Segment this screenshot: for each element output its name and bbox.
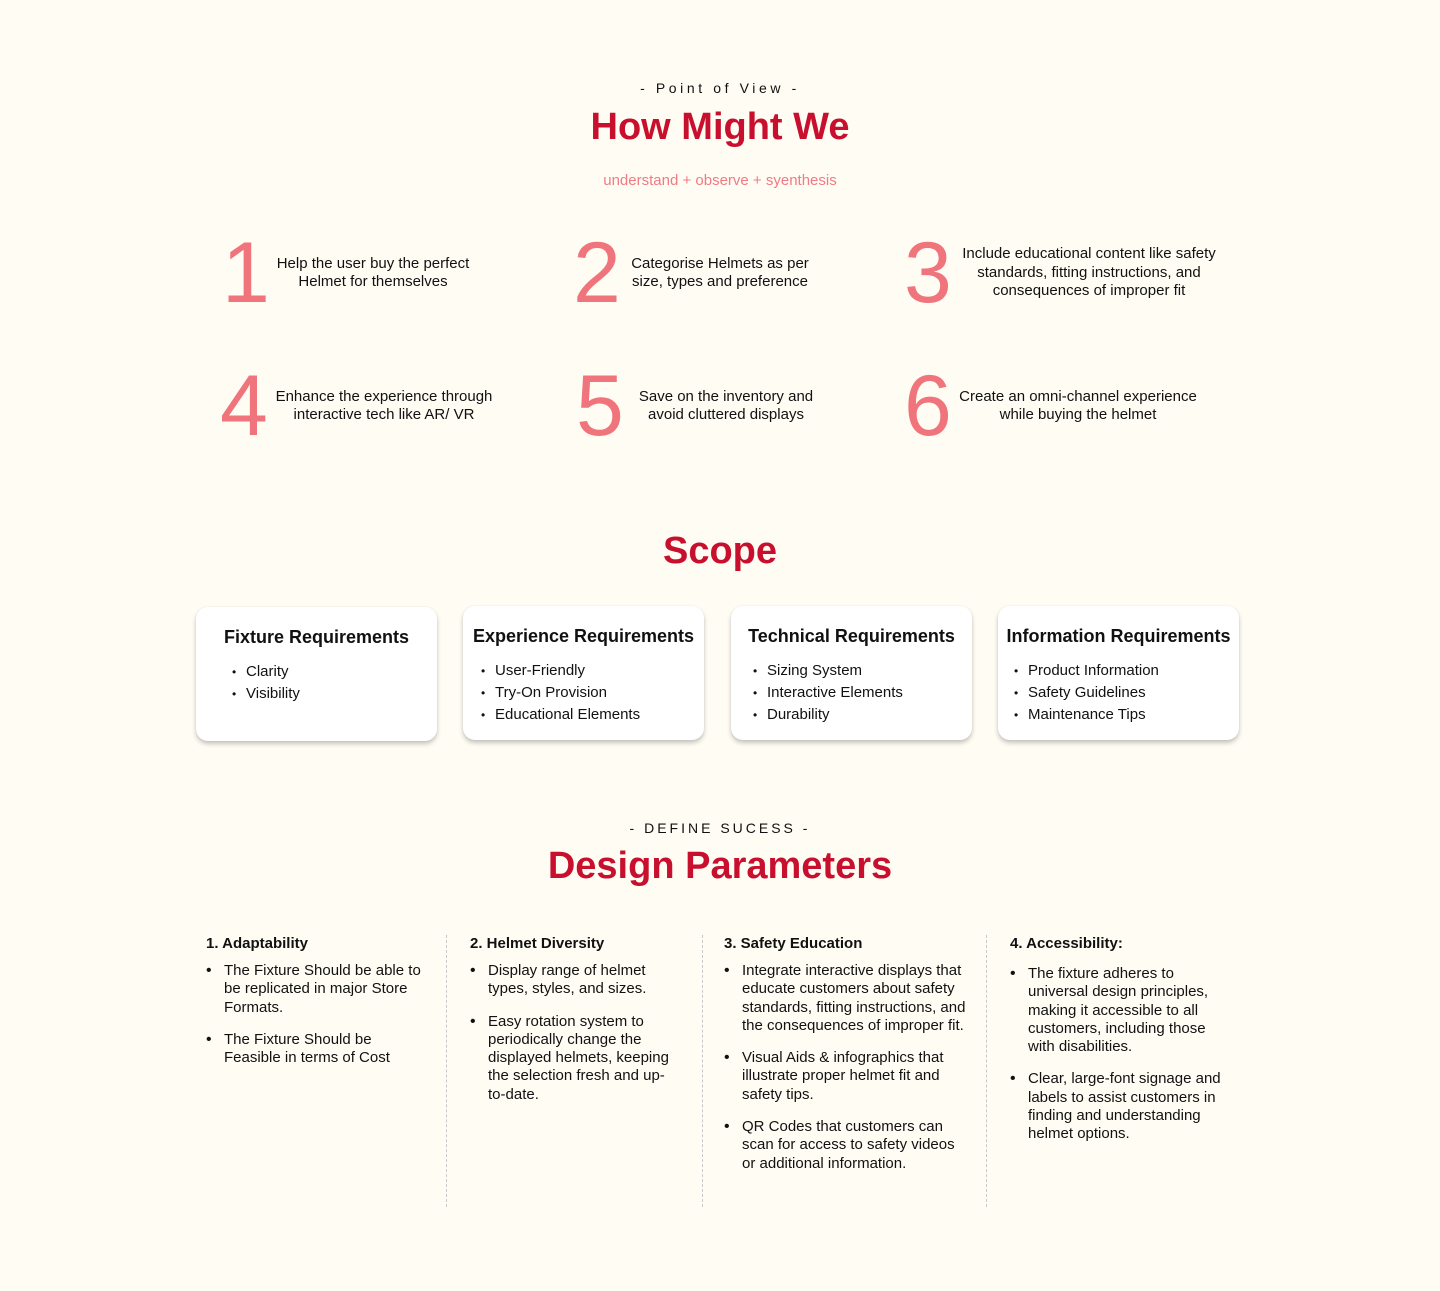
design-parameters-title: Design Parameters [547, 845, 893, 887]
param-adaptability [206, 935, 428, 1081]
card-title: Fixture Requirements [223, 627, 410, 647]
param-helmet-diversity [470, 935, 680, 1118]
param-heading: 1. Adaptability [206, 935, 308, 952]
hmw-text: Save on the inventory and avoid cluttered displays [638, 387, 814, 423]
hmw-item-5 [576, 358, 876, 454]
param-list [724, 962, 972, 1173]
param-list-item: • QR Codes that customers can scan for access to safety videos or additional information. [724, 1118, 972, 1173]
param-list-item: • The Fixture Should be Feasible in terms of Cost [206, 1031, 428, 1068]
card-list-item: • Sizing System [753, 660, 903, 682]
page-title: How Might We [590, 106, 850, 148]
scope-card-experience [463, 606, 704, 740]
hmw-item-4 [220, 358, 520, 454]
scope-card-information [998, 606, 1239, 740]
hmw-number: 2 [573, 225, 621, 321]
card-list-item: • Clarity [232, 661, 300, 683]
param-heading: 2. Helmet Diversity [470, 935, 605, 952]
card-list-item: • User-Friendly [481, 660, 640, 682]
card-list [1014, 660, 1159, 726]
hmw-item-6 [904, 358, 1244, 454]
hmw-item-2 [573, 225, 873, 321]
hmw-number: 3 [904, 225, 952, 321]
card-list-item: • Durability [753, 704, 903, 726]
hmw-number: 5 [576, 358, 624, 454]
column-divider [702, 935, 703, 1207]
hmw-item-3 [904, 225, 1244, 321]
card-list-item: • Product Information [1014, 660, 1159, 682]
param-heading: 4. Accessibility: [1010, 935, 1123, 952]
param-list-item: • Easy rotation system to periodically change the displayed helmets, keeping the selection fresh and up-to-date. [470, 1013, 680, 1104]
param-list [1010, 965, 1232, 1144]
card-list-item: • Educational Elements [481, 704, 640, 726]
hmw-text: Help the user buy the perfect Helmet for themselves [276, 254, 470, 290]
card-list-item: • Visibility [232, 683, 300, 705]
card-list-item: • Safety Guidelines [1014, 682, 1159, 704]
card-list [753, 660, 903, 726]
hmw-text: Categorise Helmets as per size, types and preference [631, 254, 809, 290]
hmw-item-1 [222, 225, 522, 321]
param-list-item: • The Fixture Should be able to be replicated in major Store Formats. [206, 962, 428, 1017]
card-list-item: • Try-On Provision [481, 682, 640, 704]
hmw-text: Enhance the experience through interactive tech like AR/ VR [275, 387, 493, 423]
param-accessibility [1010, 935, 1232, 1158]
card-list [232, 661, 300, 705]
pov-eyebrow: - Point of View - [640, 80, 800, 96]
scope-card-technical [731, 606, 972, 740]
param-safety-education [724, 935, 972, 1187]
param-list-item: • Display range of helmet types, styles, and sizes. [470, 962, 680, 999]
param-list [470, 962, 680, 1104]
hmw-text: Create an omni-channel experience while buying the helmet [959, 387, 1197, 423]
param-list-item: • Visual Aids & infographics that illustrate proper helmet fit and safety tips. [724, 1049, 972, 1104]
hmw-number: 1 [222, 225, 270, 321]
card-list-item: • Interactive Elements [753, 682, 903, 704]
card-title: Technical Requirements [748, 626, 955, 646]
column-divider [986, 935, 987, 1207]
column-divider [446, 935, 447, 1207]
scope-card-fixture [196, 607, 437, 741]
define-success-eyebrow: - DEFINE SUCESS - [629, 820, 811, 836]
card-list [481, 660, 640, 726]
hmw-number: 6 [904, 358, 952, 454]
param-list [206, 962, 428, 1067]
param-list-item: • Integrate interactive displays that educate customers about safety standards, fitting instructions, and the consequences of improper fit. [724, 962, 972, 1035]
hmw-number: 4 [220, 358, 268, 454]
card-list-item: • Maintenance Tips [1014, 704, 1159, 726]
param-list-item: • The fixture adheres to universal design principles, making it accessible to all customers, including those with disabilities. [1010, 965, 1232, 1056]
param-list-item: • Clear, large-font signage and labels to assist customers in finding and understanding helmet options. [1010, 1070, 1232, 1143]
card-title: Experience Requirements [472, 626, 695, 646]
card-title: Information Requirements [1006, 626, 1231, 646]
page-subtitle: understand + observe + syenthesis [603, 172, 837, 189]
scope-title: Scope [662, 530, 778, 572]
param-heading: 3. Safety Education [724, 935, 863, 952]
hmw-text: Include educational content like safety standards, fitting instructions, and consequences of improper fit [962, 245, 1216, 300]
